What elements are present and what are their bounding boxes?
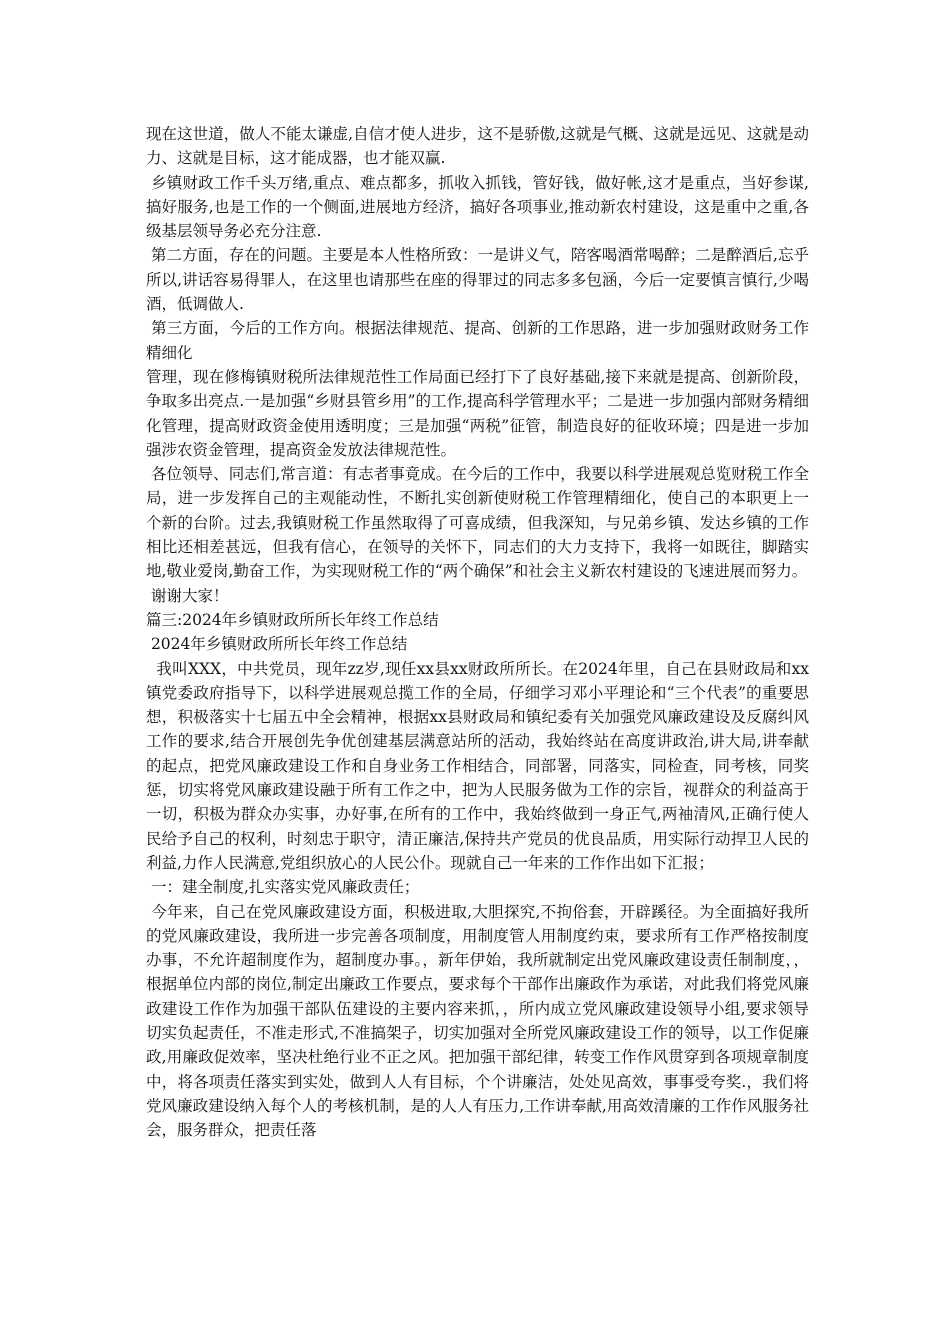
- paragraph: 第二方面，存在的问题。主要是本人性格所致：一是讲义气，陪客喝酒常喝醉；二是醉酒后,忘乎所以,讲话容易得罪人，在这里也请那些在座的得罪过的同志多多包涵，今后一定要慎言慎行,少喝酒，低调做人.: [146, 246, 809, 314]
- document-title: 2024年乡镇财政所所长年终工作总结: [146, 635, 408, 654]
- section-heading: 篇三:2024年乡镇财政所所长年终工作总结: [146, 610, 439, 629]
- paragraph: 今年来，自己在党风廉政建设方面，积极进取,大胆探究,不拘俗套，开辟蹊径。为全面搞好我所的党风廉政建设，我所进一步完善各项制度，用制度管人用制度约束，要求所有工作严格按制度办事，不允许超制度作为，超制度办事。，新年伊始，我所就制定出党风廉政建设责任制制度，，根据单位内部的岗位,制定出廉政工作要点，要求每个干部作出廉政作为承诺，对此我们将党风廉政建设工作作为加强干部队伍建设的主要内容来抓，，所内成立党风廉政建设领导小组,要求领导切实负起责任，不准走形式,不准搞架子，切实加强对全所党风廉政建设工作的领导，以工作促廉政,用廉政促效率，坚决杜绝行业不正之风。把加强干部纪律，转变工作作风贯穿到各项规章制度中，将各项责任落实到实处，做到人人有目标，个个讲廉洁，处处见高效，事事受夸奖.，我们将党风廉政建设纳入每个人的考核机制，是的人人有压力,工作讲奉献,用高效清廉的工作作风服务社会，服务群众，把责任落: [146, 902, 809, 1140]
- paragraph: 第三方面，今后的工作方向。根据法律规范、提高、创新的工作思路，进一步加强财政财务工作精细化: [146, 319, 809, 362]
- paragraph: 管理，现在修梅镇财税所法律规范性工作局面已经打下了良好基础,接下来就是提高、创新阶段，争取多出亮点.一是加强“乡财县管乡用”的工作,提高科学管理水平；二是进一步加强内部财务精细化管理，提高财政资金使用透明度；三是加强“两税”征管，制造良好的征收环境；四是进一步加强涉农资金管理，提高资金发放法律规范性。: [146, 367, 809, 459]
- paragraph: 我叫XXX，中共党员，现年zz岁,现任xx县xx财政所所长。在2024年里，自己在县财政局和xx镇党委政府指导下，以科学进展观总揽工作的全局，仔细学习邓小平理论和“三个代表”的重要思想，积极落实十七届五中全会精神，根据xx县财政局和镇纪委有关加强党风廉政建设及反腐纠风工作的要求,结合开展创先争优创建基层满意站所的活动，我始终站在高度讲政治,讲大局,讲奉献的起点，把党风廉政建设工作和自身业务工作相结合，同部署，同落实，同检查，同考核，同奖惩，切实将党风廉政建设融于所有工作之中，把为人民服务做为工作的宗旨，视群众的利益高于一切，积极为群众办实事，办好事,在所有的工作中，我始终做到一身正气,两袖清风,正确行使人民给予自己的权利，时刻忠于职守，清正廉洁,保持共产党员的优良品质，用实际行动捍卫人民的利益,力作人民满意,党组织放心的人民公仆。现就自己一年来的工作作出如下汇报；: [146, 659, 809, 872]
- paragraph: 乡镇财政工作千头万绪,重点、难点都多，抓收入抓钱，管好钱，做好帐,这才是重点，当好参谋,搞好服务,也是工作的一个侧面,进展地方经济，搞好各项事业,推动新农村建设，这是重中之重,各级基层领导务必充分注意.: [146, 173, 809, 241]
- closing-thanks: 谢谢大家！: [146, 586, 229, 605]
- paragraph: 现在这世道，做人不能太谦虚,自信才使人进步，这不是骄傲,这就是气概、这就是远见、这就是动力、这就是目标，这才能成器，也才能双赢.: [146, 125, 809, 168]
- paragraph: 各位领导、同志们,常言道：有志者事竟成。在今后的工作中，我要以科学进展观总览财税工作全局，进一步发挥自己的主观能动性，不断扎实创新使财税工作管理精细化，使自己的本职更上一个新的台阶。过去,我镇财税工作虽然取得了可喜成绩，但我深知，与兄弟乡镇、发达乡镇的工作相比还相差甚远，但我有信心，在领导的关怀下，同志们的大力支持下，我将一如既往，脚踏实地,敬业爱岗,勤奋工作，为实现财税工作的“两个确保”和社会主义新农村建设的飞速进展而努力。: [146, 465, 809, 581]
- document-page: [146, 122, 809, 1142]
- subsection-heading: 一：建全制度,扎实落实党风廉政责任；: [146, 878, 420, 897]
